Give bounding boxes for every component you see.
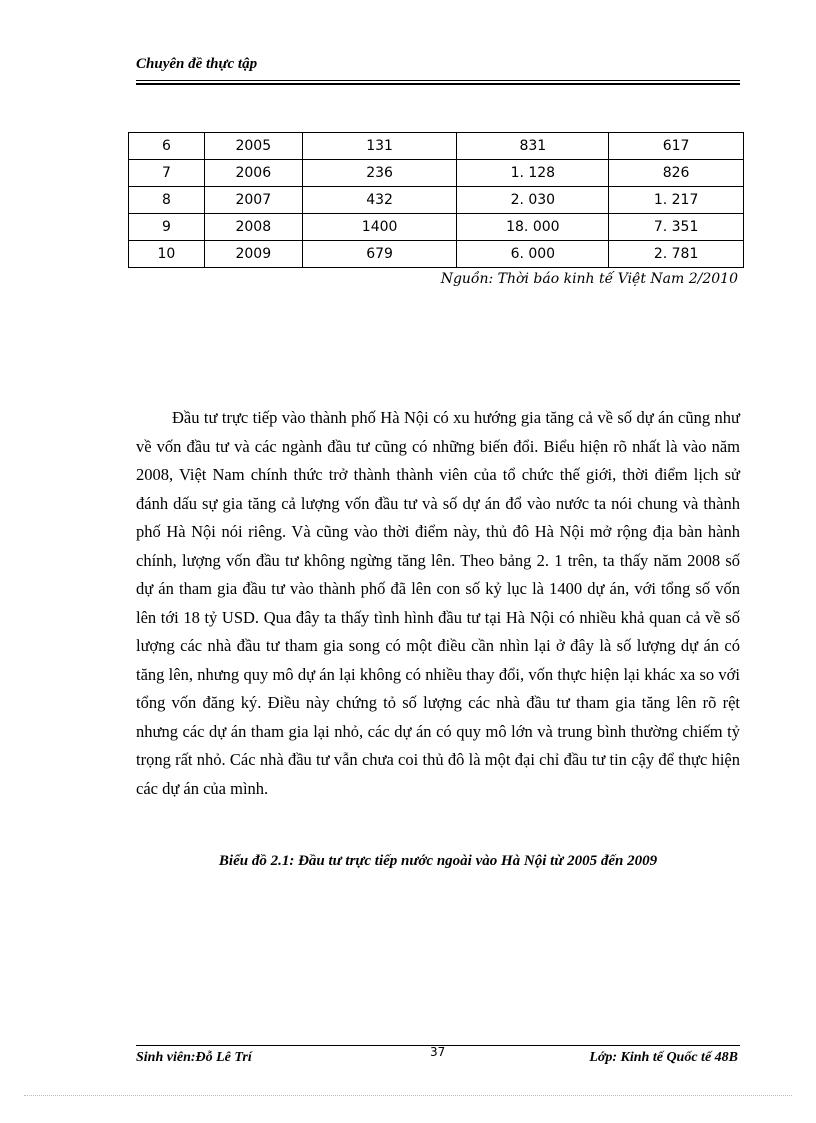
table-cell: 2. 030	[457, 187, 609, 214]
table-cell: 10	[129, 241, 205, 268]
table-source-note: Nguồn: Thời báo kinh tế Việt Nam 2/2010	[440, 271, 738, 287]
table-row	[129, 187, 744, 214]
fdi-data-table	[128, 132, 744, 268]
page-number: 37	[430, 1045, 446, 1059]
table-cell: 2007	[204, 187, 302, 214]
header-rule-thick	[136, 83, 740, 85]
table-cell: 6	[129, 133, 205, 160]
chart-caption: Biểu đồ 2.1: Đầu tư trực tiếp nước ngoài vào Hà Nội từ 2005 đến 2009	[218, 853, 658, 869]
table-cell: 6. 000	[457, 241, 609, 268]
table-cell: 18. 000	[457, 214, 609, 241]
table-cell: 1. 128	[457, 160, 609, 187]
table-cell: 8	[129, 187, 205, 214]
table-cell: 2005	[204, 133, 302, 160]
page-header-title: Chuyên đề thực tập	[136, 56, 258, 72]
table-cell: 2006	[204, 160, 302, 187]
table-cell: 7. 351	[609, 214, 744, 241]
table-row	[129, 133, 744, 160]
footer-class: Lớp: Kinh tế Quốc tế 48B	[589, 1050, 738, 1065]
table-row	[129, 214, 744, 241]
table-cell: 9	[129, 214, 205, 241]
table-row	[129, 241, 744, 268]
table-cell: 2. 781	[609, 241, 744, 268]
table-cell: 831	[457, 133, 609, 160]
table-body	[129, 133, 744, 268]
footer-student-name: Sinh viên:Đỗ Lê Trí	[136, 1050, 252, 1065]
table-row	[129, 160, 744, 187]
table-cell: 2008	[204, 214, 302, 241]
table-cell: 679	[302, 241, 457, 268]
table-cell: 1400	[302, 214, 457, 241]
table-cell: 236	[302, 160, 457, 187]
table-cell: 617	[609, 133, 744, 160]
table-cell: 432	[302, 187, 457, 214]
table-cell: 7	[129, 160, 205, 187]
body-paragraph: Đầu tư trực tiếp vào thành phố Hà Nội có xu hướng gia tăng cả về số dự án cũng như về vốn đầu tư và các ngành đầu tư cũng có những biến đổi. Biểu hiện rõ nhất là vào năm 2008, Việt Nam chính thức trở thành thành viên của tổ chức thế giới, thời điểm lịch sử đánh dấu sự gia tăng cả lượng vốn đầu tư và số dự án đổ vào nước ta nói chung và thành phố Hà Nội nói riêng. Và cũng vào thời điểm này, thủ đô Hà Nội mở rộng địa bàn hành chính, lượng vốn đầu tư không ngừng tăng lên. Theo bảng 2. 1 trên, ta thấy năm 2008 số dự án tham gia đầu tư vào thành phố đã lên con số kỷ lục là 1400 dự án, với tổng số vốn lên tới 18 tỷ USD. Qua đây ta thấy tình hình đầu tư tại Hà Nội có nhiều khả quan cả về số lượng các nhà đầu tư tham gia song có một điều cần nhìn lại ở đây là số lượng dự án có tăng lên, nhưng quy mô dự án lại không có nhiều thay đổi, vốn thực hiện lại khác xa so với tổng vốn đăng ký. Điều này chứng tỏ số lượng các nhà đầu tư tham gia tăng lên rõ rệt nhưng các dự án tham gia lại nhỏ, các dự án có quy mô lớn và trung bình thường chiếm tỷ trọng rất nhỏ. Các nhà đầu tư vẫn chưa coi thủ đô là một đại chỉ đầu tư tin cậy để thực hiện các dự án của mình.	[136, 408, 740, 798]
table-cell: 2009	[204, 241, 302, 268]
page-bottom-border	[24, 1095, 792, 1096]
table-cell: 826	[609, 160, 744, 187]
table-cell: 1. 217	[609, 187, 744, 214]
table-cell: 131	[302, 133, 457, 160]
header-rule-thin	[136, 80, 740, 81]
